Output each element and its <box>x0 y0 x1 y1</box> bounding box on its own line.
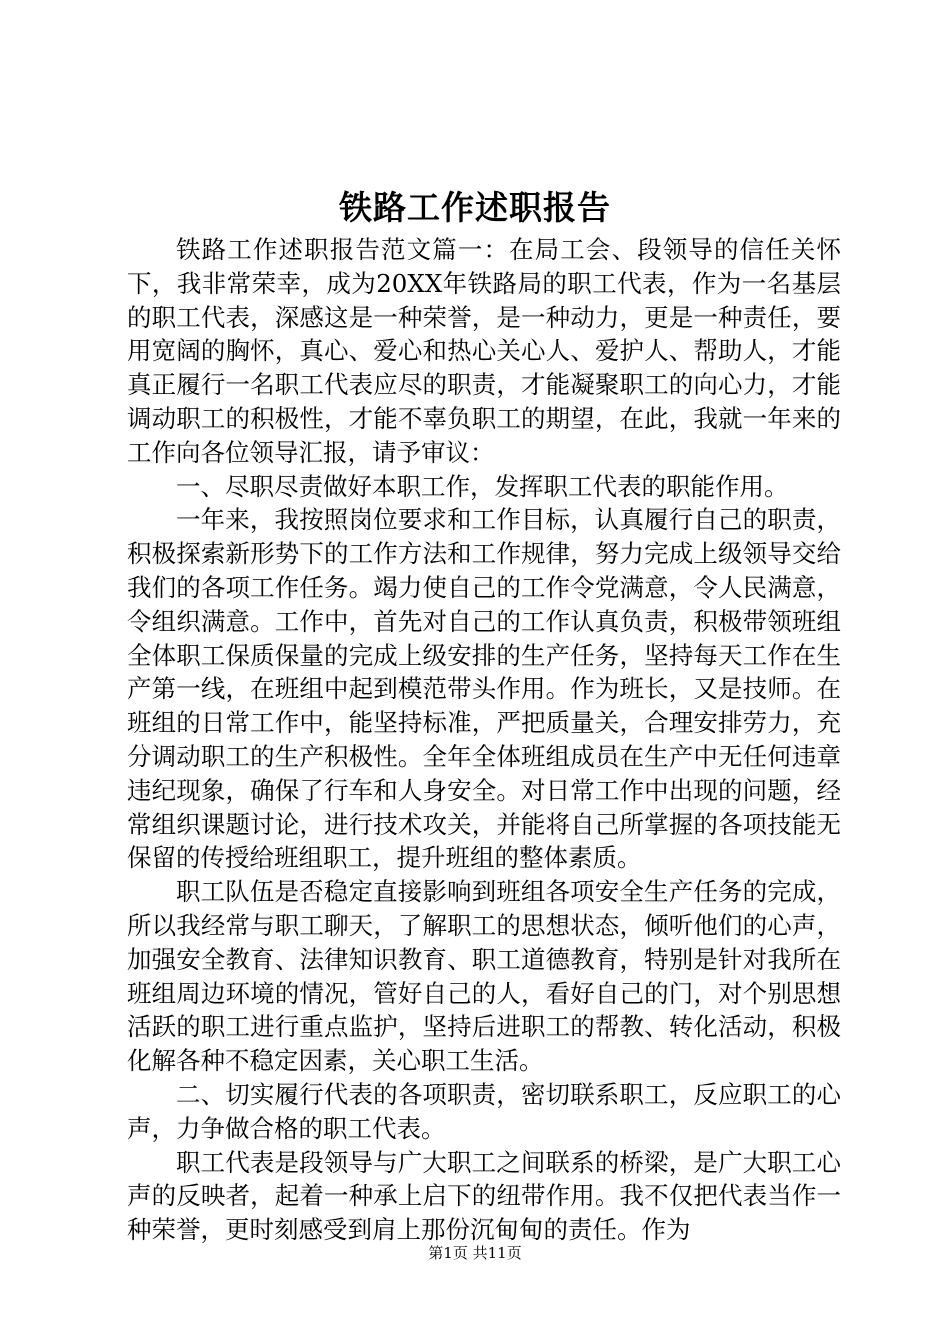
page-title: 铁路工作述职报告 <box>339 188 611 227</box>
paragraph: 职工队伍是否稳定直接影响到班组各项安全生产任务的完成，所以我经常与职工聊天，了解职工的思想状态，倾听他们的心声，加强安全教育、法律知识教育、职工道德教育，特别是针对我所在班组周边环境的情况，管好自己的人，看好自己的门，对个别思想活跃的职工进行重点监护，坚持后进职工的帮教、转化活动，积极化解各种不稳定因素，关心职工生活。 <box>127 877 841 1076</box>
paragraph: 一年来，我按照岗位要求和工作目标，认真履行自己的职责，积极探索新形势下的工作方法和工作规律，努力完成上级领导交给我们的各项工作任务。竭力使自己的工作令党满意，令人民满意，令组织满意。工作中，首先对自己的工作认真负责，积极带领班组全体职工保质保量的完成上级安排的生产任务，坚持每天工作在生产第一线，在班组中起到模范带头作用。作为班长，又是技师。在班组的日常工作中，能坚持标准，严把质量关，合理安排劳力，充分调动职工的生产积极性。全年全体班组成员在生产中无任何违章违纪现象，确保了行车和人身安全。对日常工作中出现的问题，经常组织课题讨论，进行技术攻关，并能将自己所掌握的各项技能无保留的传授给班组职工，提升班组的整体素质。 <box>127 505 841 873</box>
paragraph: 铁路工作述职报告范文篇一：在局工会、段领导的信任关怀下，我非常荣幸，成为20XX年铁路局的职工代表，作为一名基层的职工代表，深感这是一种荣誉，是一种动力，更是一种责任，要用宽阔的胸怀，真心、爱心和热心关心人、爱护人、帮助人，才能真正履行一名职工代表应尽的职责，才能凝聚职工的向心力，才能调动职工的积极性，才能不辜负职工的期望，在此，我就一年来的工作向各位领导汇报，请予审议： <box>127 235 841 467</box>
page-number-footer: 第1页 共11页 <box>428 1244 522 1262</box>
document-body <box>127 233 841 1247</box>
paragraph: 职工代表是段领导与广大职工之间联系的桥梁，是广大职工心声的反映者，起着一种承上启下的纽带作用。我不仅把代表当作一种荣誉，更时刻感受到肩上那份沉甸甸的责任。作为 <box>127 1147 841 1245</box>
section-heading: 二、切实履行代表的各项职责，密切联系职工，反应职工的心声，力争做合格的职工代表。 <box>127 1079 841 1143</box>
section-heading: 一、尽职尽责做好本职工作，发挥职工代表的职能作用。 <box>176 471 789 501</box>
